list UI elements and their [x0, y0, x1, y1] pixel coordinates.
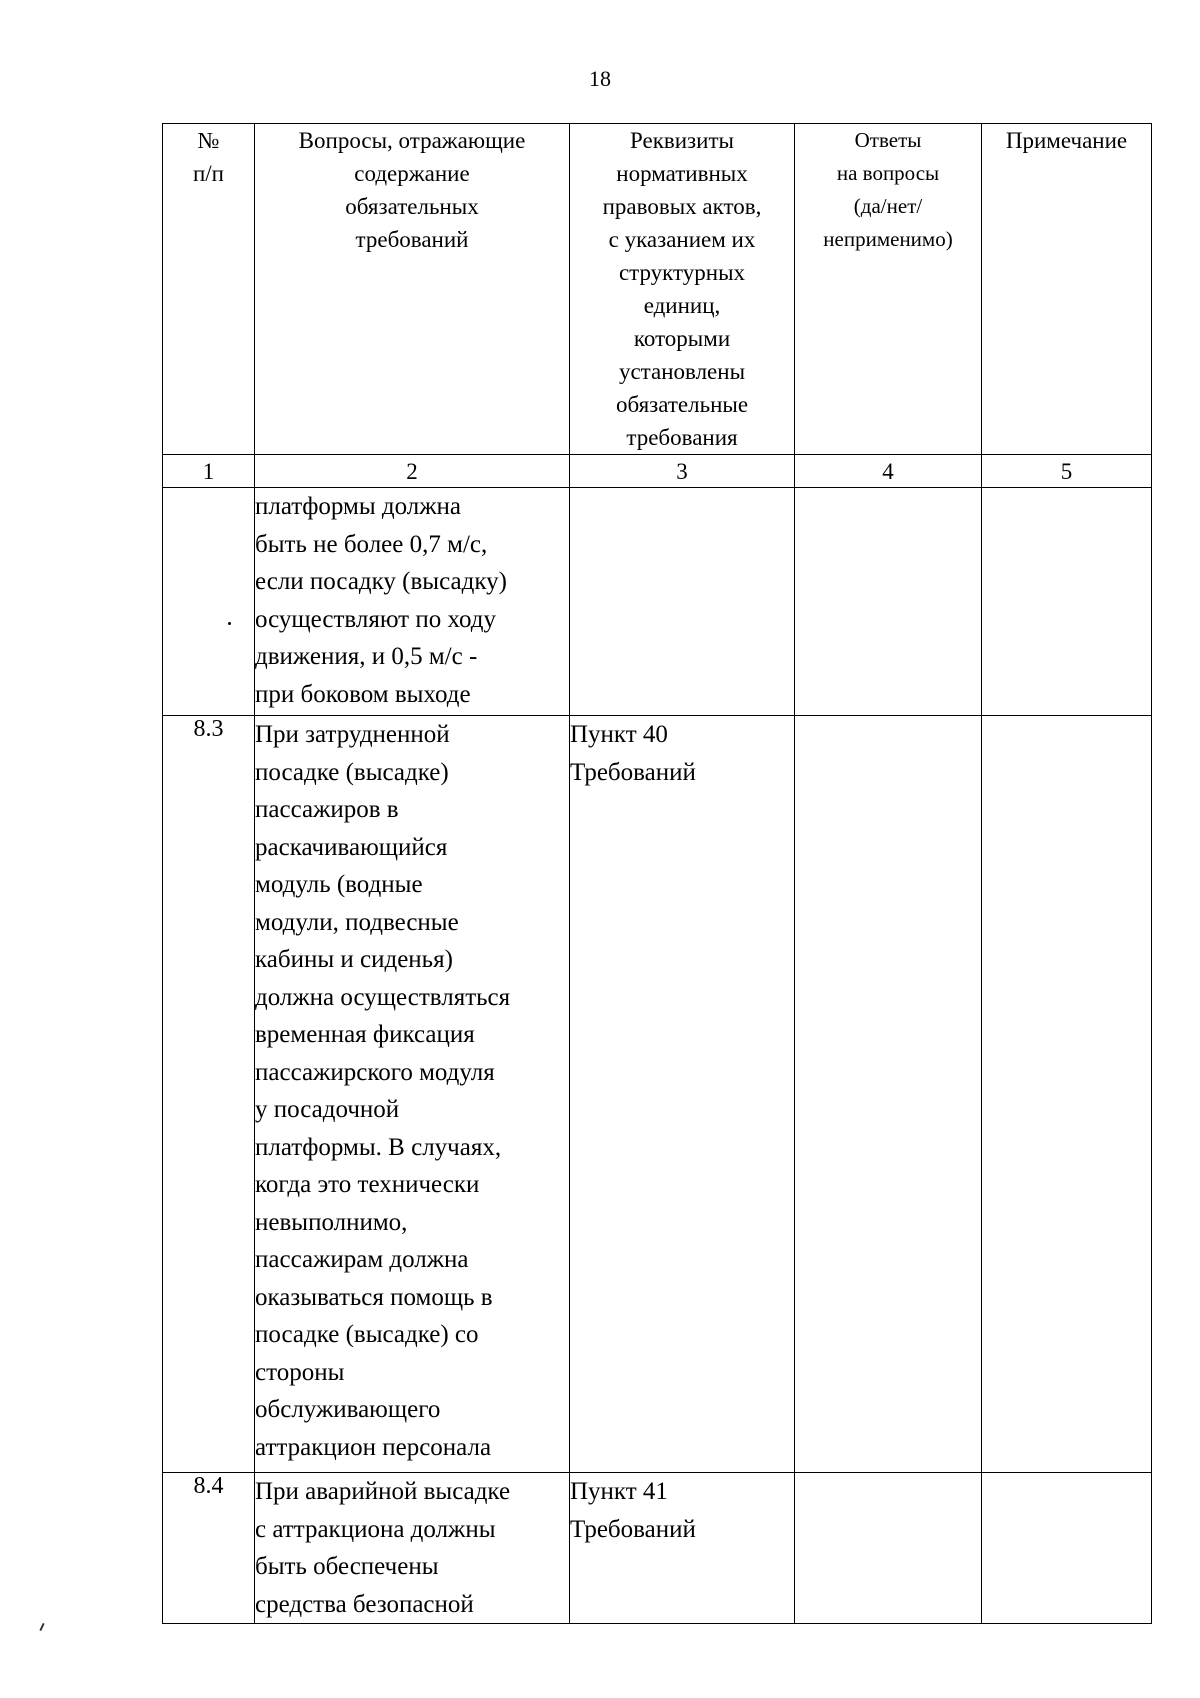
question-line: осуществляют по ходу — [255, 605, 497, 633]
question-line: быть обеспечены — [255, 1553, 439, 1580]
question-line: движения, и 0,5 м/с - — [255, 643, 478, 670]
question-line: при боковом выходе — [255, 680, 471, 708]
header-questions — [255, 124, 570, 455]
question-line: пассажиров в — [255, 796, 399, 823]
header-references-line: структурных — [618, 260, 746, 285]
header-row — [163, 124, 1152, 455]
header-references-line: Реквизиты — [630, 128, 734, 153]
checklist-table — [162, 123, 1152, 1624]
header-number — [163, 124, 255, 455]
header-questions-line: содержание — [354, 161, 470, 186]
header-answers-line: (да/нет/ — [853, 194, 923, 218]
header-references-line: правовых актов, — [602, 194, 762, 219]
row-question — [255, 716, 570, 1473]
row-answer[interactable] — [795, 716, 982, 1473]
header-answers-line: Ответы — [854, 128, 922, 152]
header-references-line: нормативных — [616, 161, 748, 186]
question-line: платформы. В случаях, — [255, 1133, 502, 1161]
question-line: оказываться помощь в — [255, 1283, 493, 1311]
row-answer[interactable] — [795, 1473, 982, 1624]
scan-speck — [228, 622, 231, 625]
header-references-line: установлены — [618, 359, 746, 384]
header-questions-line: Вопросы, отражающие — [298, 128, 526, 153]
row-answer[interactable] — [795, 488, 982, 716]
row-note[interactable] — [982, 1473, 1152, 1624]
question-line: модуль (водные — [255, 871, 423, 898]
row-question — [255, 488, 570, 716]
header-notes — [982, 124, 1152, 455]
column-number: 2 — [255, 455, 570, 488]
question-line: когда это технически — [255, 1171, 480, 1198]
question-line: временная фиксация — [255, 1021, 475, 1048]
column-number: 1 — [163, 455, 255, 488]
question-line: При аварийной высадке — [255, 1478, 511, 1505]
question-line: стороны — [255, 1358, 345, 1386]
header-references — [570, 124, 795, 455]
header-questions-line: требований — [355, 227, 469, 252]
reference-line: Требований — [570, 758, 696, 786]
column-number: 4 — [795, 455, 982, 488]
row-number — [163, 488, 255, 716]
row-question — [255, 1473, 570, 1624]
table-row — [163, 488, 1152, 716]
column-number-row — [163, 455, 1152, 488]
reference-line: Пункт 41 — [570, 1478, 668, 1505]
header-questions-line: обязательных — [345, 194, 479, 219]
header-references-line: обязательные — [615, 392, 749, 417]
question-line: должна осуществляться — [255, 983, 511, 1011]
question-line: с аттракциона должны — [255, 1515, 496, 1543]
header-answers-line: неприменимо) — [823, 227, 953, 251]
question-line: модули, подвесные — [255, 908, 459, 936]
question-line: аттракцион персонала — [255, 1433, 492, 1461]
column-number: 5 — [982, 455, 1152, 488]
question-line: обслуживающего — [255, 1396, 441, 1423]
question-line: быть не более 0,7 м/с, — [255, 530, 488, 558]
question-line: посадке (высадке) — [255, 758, 449, 786]
row-number: 8.3 — [163, 716, 255, 1473]
reference-line: Требований — [570, 1515, 696, 1543]
question-line: При затрудненной — [255, 721, 450, 748]
header-references-line: единиц, — [643, 293, 721, 318]
question-line: пассажирского модуля — [255, 1058, 495, 1086]
header-references-line: которыми — [633, 326, 731, 351]
header-number-line: п/п — [192, 161, 224, 186]
header-references-line: с указанием их — [608, 227, 756, 252]
question-line: кабины и сиденья) — [255, 946, 453, 973]
reference-line: Пункт 40 — [570, 721, 668, 748]
question-line: пассажирам должна — [255, 1246, 469, 1273]
question-line: платформы должна — [255, 493, 462, 520]
header-answers — [795, 124, 982, 455]
table-row — [163, 716, 1152, 1473]
row-number: 8.4 — [163, 1473, 255, 1624]
row-note[interactable] — [982, 716, 1152, 1473]
table-row — [163, 1473, 1152, 1624]
row-reference — [570, 488, 795, 716]
header-answers-line: на вопросы — [836, 161, 940, 185]
page-number: 18 — [589, 66, 611, 91]
question-line: если посадку (высадку) — [255, 568, 507, 595]
header-notes-line: Примечание — [1005, 128, 1128, 153]
row-note[interactable] — [982, 488, 1152, 716]
question-line: у посадочной — [255, 1096, 400, 1123]
row-reference — [570, 716, 795, 1473]
scan-mark — [39, 1623, 44, 1631]
column-number: 3 — [570, 455, 795, 488]
question-line: раскачивающийся — [255, 833, 448, 861]
row-reference — [570, 1473, 795, 1624]
question-line: посадке (высадке) со — [255, 1321, 479, 1348]
question-line: средства безопасной — [255, 1590, 474, 1618]
question-line: невыполнимо, — [255, 1208, 408, 1236]
header-references-line: требования — [626, 425, 738, 450]
header-number-line: № — [197, 128, 220, 153]
